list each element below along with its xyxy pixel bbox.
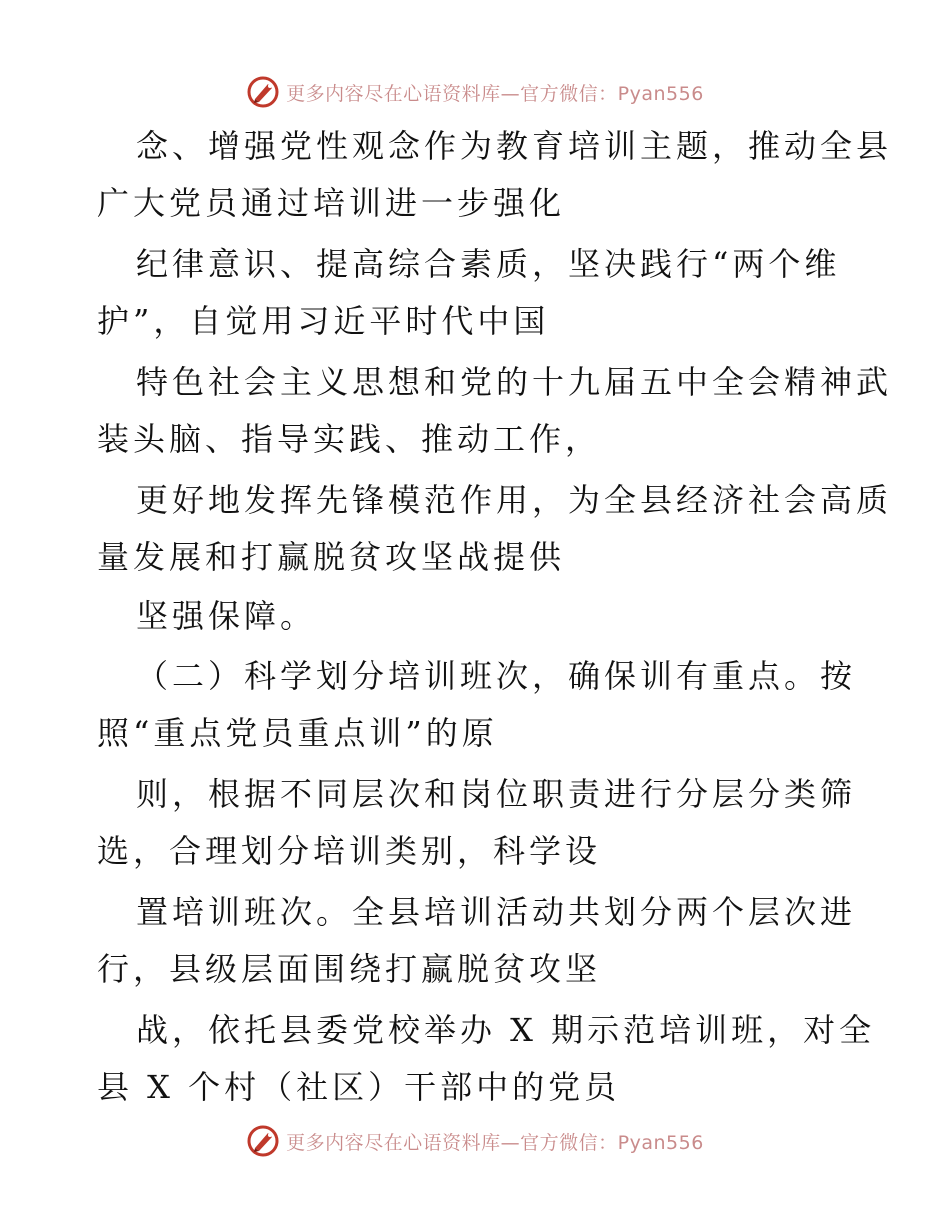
text-line: 照“重点党员重点训”的原 — [97, 714, 498, 752]
pen-circle-logo-icon — [246, 1124, 280, 1158]
text-line: 量发展和打赢脱贫攻坚战提供 — [97, 538, 566, 576]
pen-circle-logo-icon — [246, 75, 280, 109]
text-line: 则，根据不同层次和岗位职责进行分层分类筛 — [136, 775, 857, 813]
text-line: 坚强保障。 — [136, 597, 317, 635]
text-line: 县 X 个村（社区）干部中的党员 — [97, 1068, 621, 1106]
header-banner — [0, 72, 950, 112]
text-line: 纪律意识、提高综合素质，坚决践行“两个维 — [136, 245, 841, 283]
text-line: 更好地发挥先锋模范作用，为全县经济社会高质 — [136, 481, 893, 519]
text-line: 选，合理划分培训类别，科学设 — [97, 832, 602, 870]
text-line: 战，依托县委党校举办 X 期示范培训班，对全 — [136, 1011, 876, 1049]
text-line: 特色社会主义思想和党的十九届五中全会精神武 — [136, 363, 893, 401]
header-banner-text: 更多内容尽在心语资料库—官方微信：Pyan556 — [286, 82, 704, 105]
footer-banner — [0, 1121, 950, 1161]
footer-banner-text: 更多内容尽在心语资料库—官方微信：Pyan556 — [286, 1131, 704, 1154]
text-line: 护”，自觉用习近平时代中国 — [97, 302, 550, 340]
text-line: 念、增强党性观念作为教育培训主题，推动全县 — [136, 127, 893, 165]
text-line: 置培训班次。全县培训活动共划分两个层次进 — [136, 893, 857, 931]
text-line: （二）科学划分培训班次，确保训有重点。按 — [136, 657, 857, 695]
text-line: 广大党员通过培训进一步强化 — [97, 184, 566, 222]
text-line: 行，县级层面围绕打赢脱贫攻坚 — [97, 950, 602, 988]
text-line: 装头脑、指导实践、推动工作， — [97, 420, 602, 458]
